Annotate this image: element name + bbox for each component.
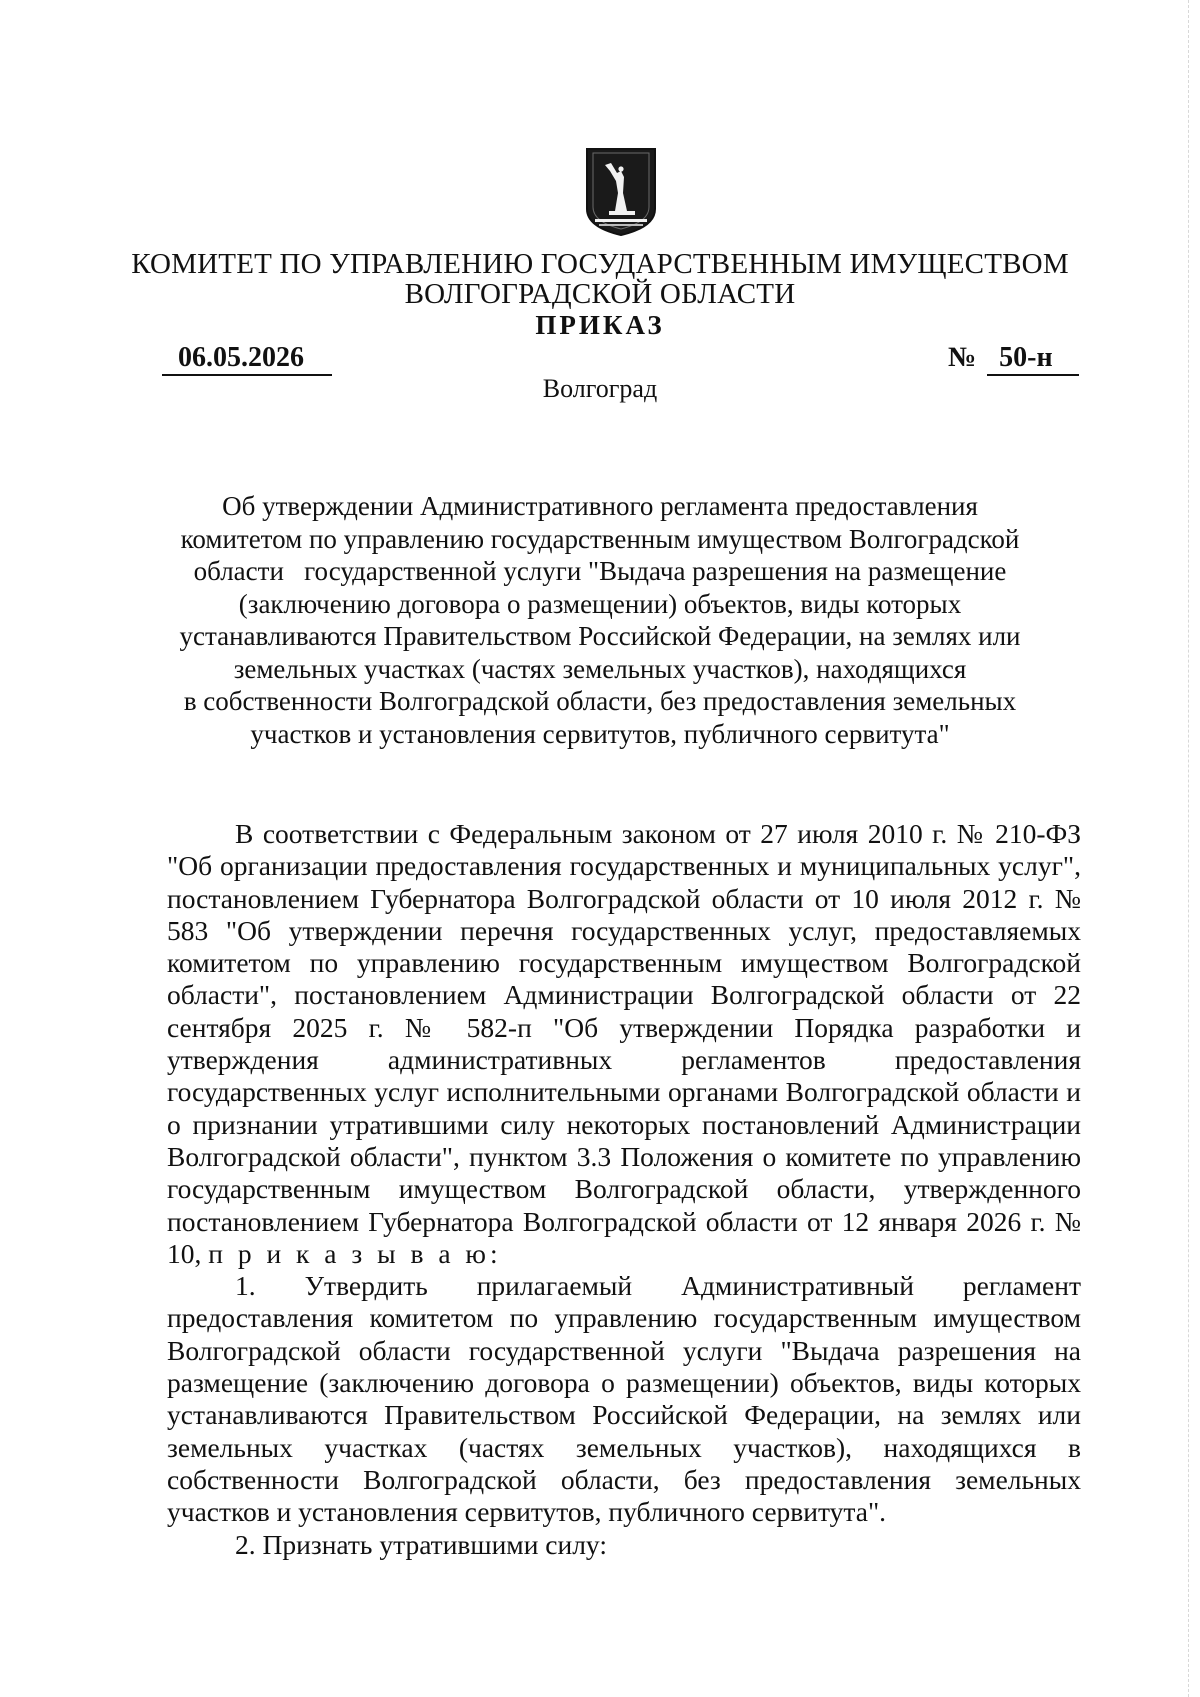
order-number-value: 50-н [987,342,1078,376]
item-1-paragraph: 1. Утвердить прилагаемый Административный регламент предоставления комитетом по управлению государственным имуществом Волгоградской области государственной услуги "Выдача разрешения на размещение (заключению договора о размещении) объектов, виды которых устанавливаются Правительством Российской Федерации, на землях или земельных участках (частях земельных участков), находящихся в собственности Волгоградской области, без предоставления земельных участков и установления сервитутов, публичного сервитута". [167,1270,1081,1528]
coat-of-arms-icon [583,143,659,237]
order-title: ПРИКАЗ [535,310,665,340]
subject-line: области государственной услуги "Выдача разрешения на размещение [193,556,1007,586]
order-number [948,342,1079,376]
preamble-text: В соответствии с Федеральным законом от 27 июля 2010 г. № 210-ФЗ "Об организации предоставления государственных и муниципальных услуг", постановлением Губернатора Волгоградской области от 10 июля 2012 г. № 583 "Об утверждении перечня государственных услуг, предоставляемых комитетом по управлению государственным имуществом Волгоградской области", постановлением Администрации Волгоградской области от 22 сентября 2025 г. № 582-п "Об утверждении Порядка разработки и утверждения административных регламентов предоставления государственных услуг исполнительными органами Волгоградской области и о признании утратившими силу некоторых постановлений Администрации Волгоградской области", пунктом 3.3 Положения о комитете по управлению государственным имуществом Волгоградской области, утвержденного постановлением Губернатора Волгоградской области от 12 января 2026 г. № 10, [167,818,1081,1269]
subject-line: (заключению договора о размещении) объектов, виды которых [238,588,962,619]
committee-name-line2: ВОЛГОГРАДСКОЙ ОБЛАСТИ [404,278,796,310]
subject-line: комитетом по управлению государственным имуществом Волгоградской [180,523,1020,554]
number-sign: № [948,342,977,373]
subject-line: устанавливаются Правительством Российской Федерации, на землях или [179,621,1021,651]
preamble-paragraph [167,818,1081,1270]
order-subject [170,490,1030,750]
committee-name-line1: КОМИТЕТ ПО УПРАВЛЕНИЮ ГОСУДАРСТВЕННЫМ ИМУЩЕСТВОМ [131,248,1069,280]
item-2-paragraph: 2. Признать утратившими силу: [235,1528,607,1560]
order-word: п р и к а з ы в а ю: [208,1237,502,1269]
order-city: Волгоград [542,374,658,403]
subject-line: земельных участках (частях земельных участков), находящихся [233,653,967,684]
order-date: 06.05.2026 [162,342,332,376]
subject-line: Об утверждении Административного регламента предоставления [222,491,978,521]
subject-line: в собственности Волгоградской области, без предоставления земельных [183,686,1017,716]
order-body [167,818,1081,1561]
subject-line: участков и установления сервитутов, публичного сервитута" [250,718,950,749]
